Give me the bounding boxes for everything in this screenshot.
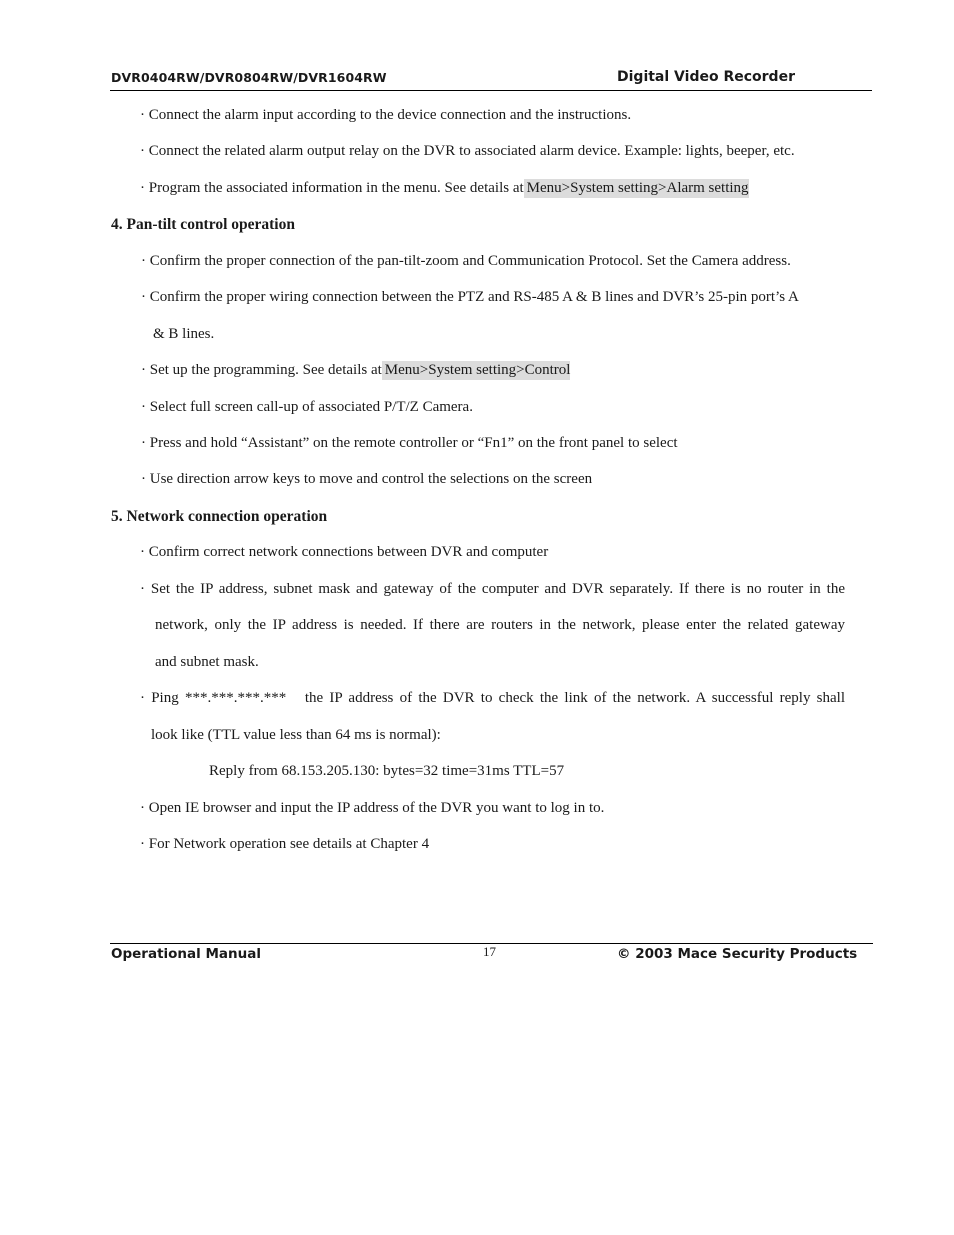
ping-reply-example: Reply from 68.153.205.130: bytes=32 time=31ms TTL=57	[209, 763, 565, 779]
ptz-bullet-3	[141, 362, 570, 379]
network-bullet-5: · For Network operation see details at Chapter 4	[140, 836, 430, 852]
footer-title: Operational Manual	[111, 946, 261, 962]
network-bullet-3-line-1: · Ping ***.***.***.*** the IP address of the DVR to check the link of the network. A successful reply shall	[140, 690, 845, 706]
header-product: Digital Video Recorder	[617, 69, 795, 85]
network-bullet-1: · Confirm correct network connections between DVR and computer	[140, 544, 549, 560]
header-rule	[110, 90, 872, 91]
ptz-bullet-3-text: · Set up the programming. See details at	[141, 362, 382, 378]
footer-copyright: © 2003 Mace Security Products	[617, 946, 858, 962]
network-bullet-4: · Open IE browser and input the IP address of the DVR you want to log in to.	[140, 800, 605, 816]
network-bullet-2-line-1: · Set the IP address, subnet mask and gateway of the computer and DVR separately. If there is no router in the	[140, 581, 845, 597]
header-models: DVR0404RW/DVR0804RW/DVR1604RW	[111, 70, 387, 85]
ptz-bullet-1: · Confirm the proper connection of the pan-tilt-zoom and Communication Protocol. Set the Camera address.	[141, 253, 791, 269]
ptz-bullet-6: · Use direction arrow keys to move and control the selections on the screen	[141, 471, 593, 487]
ptz-bullet-2-line-2: & B lines.	[153, 326, 215, 342]
network-heading: 5. Network connection operation	[111, 508, 328, 525]
alarm-bullet-1: · Connect the alarm input according to the device connection and the instructions.	[140, 107, 632, 123]
page-number: 17	[483, 944, 496, 959]
ptz-bullet-2-line-1: · Confirm the proper wiring connection between the PTZ and RS-485 A & B lines and DVR’s 25-pin port’s A	[141, 289, 799, 305]
network-bullet-2-line-3: and subnet mask.	[155, 654, 259, 670]
alarm-bullet-3	[140, 180, 749, 197]
alarm-bullet-2: · Connect the related alarm output relay on the DVR to associated alarm device. Example: lights, beeper, etc.	[140, 143, 795, 159]
network-bullet-2-line-2: network, only the IP address is needed. If there are routers in the network, please enter the related gateway	[155, 617, 845, 633]
ptz-bullet-4: · Select full screen call-up of associated P/T/Z Camera.	[141, 399, 473, 415]
ptz-heading: 4. Pan-tilt control operation	[111, 216, 295, 233]
alarm-bullet-3-text: · Program the associated information in the menu. See details at	[140, 180, 524, 196]
network-bullet-3-line-2: look like (TTL value less than 64 ms is normal):	[151, 727, 441, 743]
alarm-menu-path: Menu>System setting>Alarm setting	[524, 179, 749, 198]
ptz-bullet-5: · Press and hold “Assistant” on the remote controller or “Fn1” on the front panel to select	[141, 435, 678, 451]
ptz-menu-path: Menu>System setting>Control	[382, 361, 571, 380]
